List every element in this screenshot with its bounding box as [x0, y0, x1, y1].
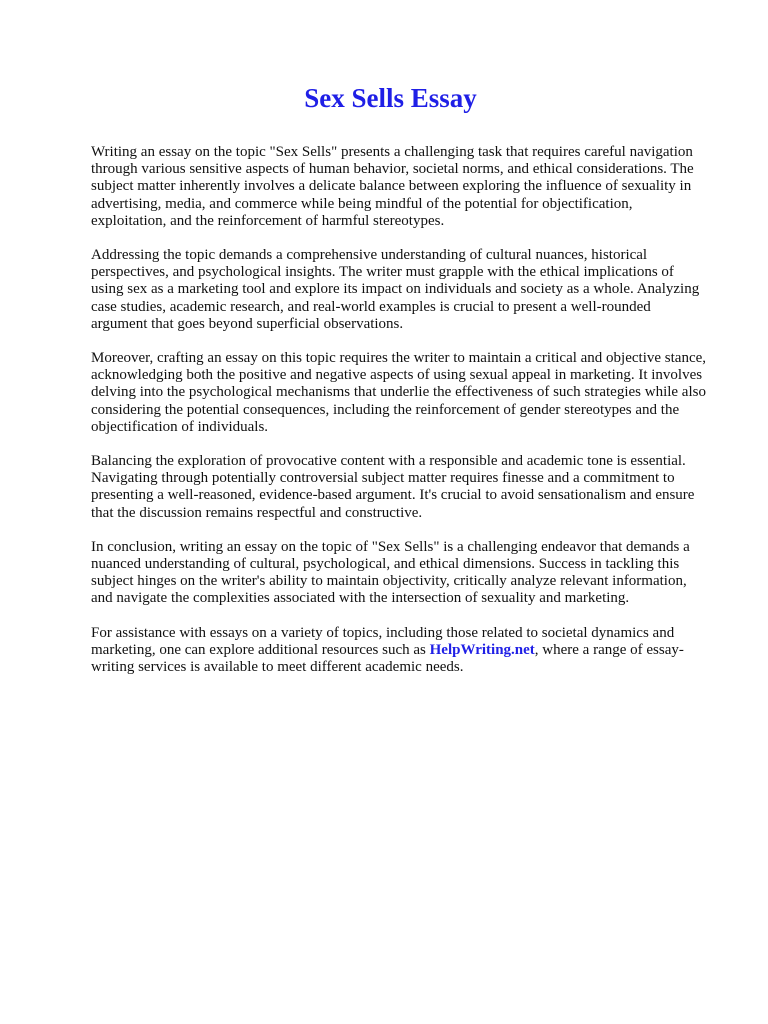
paragraph-critical-stance: Moreover, crafting an essay on this topic requires the writer to maintain a critical and objective stance, acknowledging both the positive and negative aspects of using sexual appeal in marketing. It involves delving into the psychological mechanisms that underlie the effectiveness of such strategies while also considering the potential consequences, including the reinforcement of gender stereotypes and the objectification of individuals.: [91, 350, 707, 435]
assistance-text-before: For assistance with essays on a variety of topics, including those related to societal dynamics and marketing, one can explore additional resources such as: [91, 624, 675, 658]
helpwriting-link[interactable]: HelpWriting.net: [429, 641, 535, 658]
paragraph-balance: Balancing the exploration of provocative content with a responsible and academic tone is essential. Navigating through potentially controversial subject matter requires finesse and a commitment to presenting a well-reasoned, evidence-based argument. It's crucial to avoid sensationalism and ensure that the discussion remains respectful and constructive.: [91, 453, 695, 521]
document-title: Sex Sells Essay: [304, 83, 477, 113]
paragraph-intro: Writing an essay on the topic "Sex Sells" presents a challenging task that requires careful navigation through various sensitive aspects of human behavior, societal norms, and ethical considerations. The subject matter inherently involves a delicate balance between exploring the influence of sexuality in advertising, media, and commerce while being mindful of the potential for objectification, exploitation, and the reinforcement of harmful stereotypes.: [91, 144, 694, 229]
paragraph-assistance: [91, 625, 710, 677]
paragraph-conclusion: In conclusion, writing an essay on the topic of "Sex Sells" is a challenging endeavor that demands a nuanced understanding of cultural, psychological, and ethical dimensions. Success in tackling this subject hinges on the writer's ability to maintain objectivity, critically analyze relevant information, and navigate the complexities associated with the intersection of sexuality and marketing.: [91, 538, 690, 607]
assistance-text-after: , where a range of essay-writing services is available to meet different academic needs.: [91, 641, 684, 676]
paragraph-understanding: Addressing the topic demands a comprehensive understanding of cultural nuances, historical perspectives, and psychological insights. The writer must grapple with the ethical implications of using sex as a marketing tool and explore its impact on individuals and society as a whole. Analyzing case studies, academic research, and real-world examples is crucial to present a well-rounded argument that goes beyond superficial observations.: [91, 247, 700, 332]
